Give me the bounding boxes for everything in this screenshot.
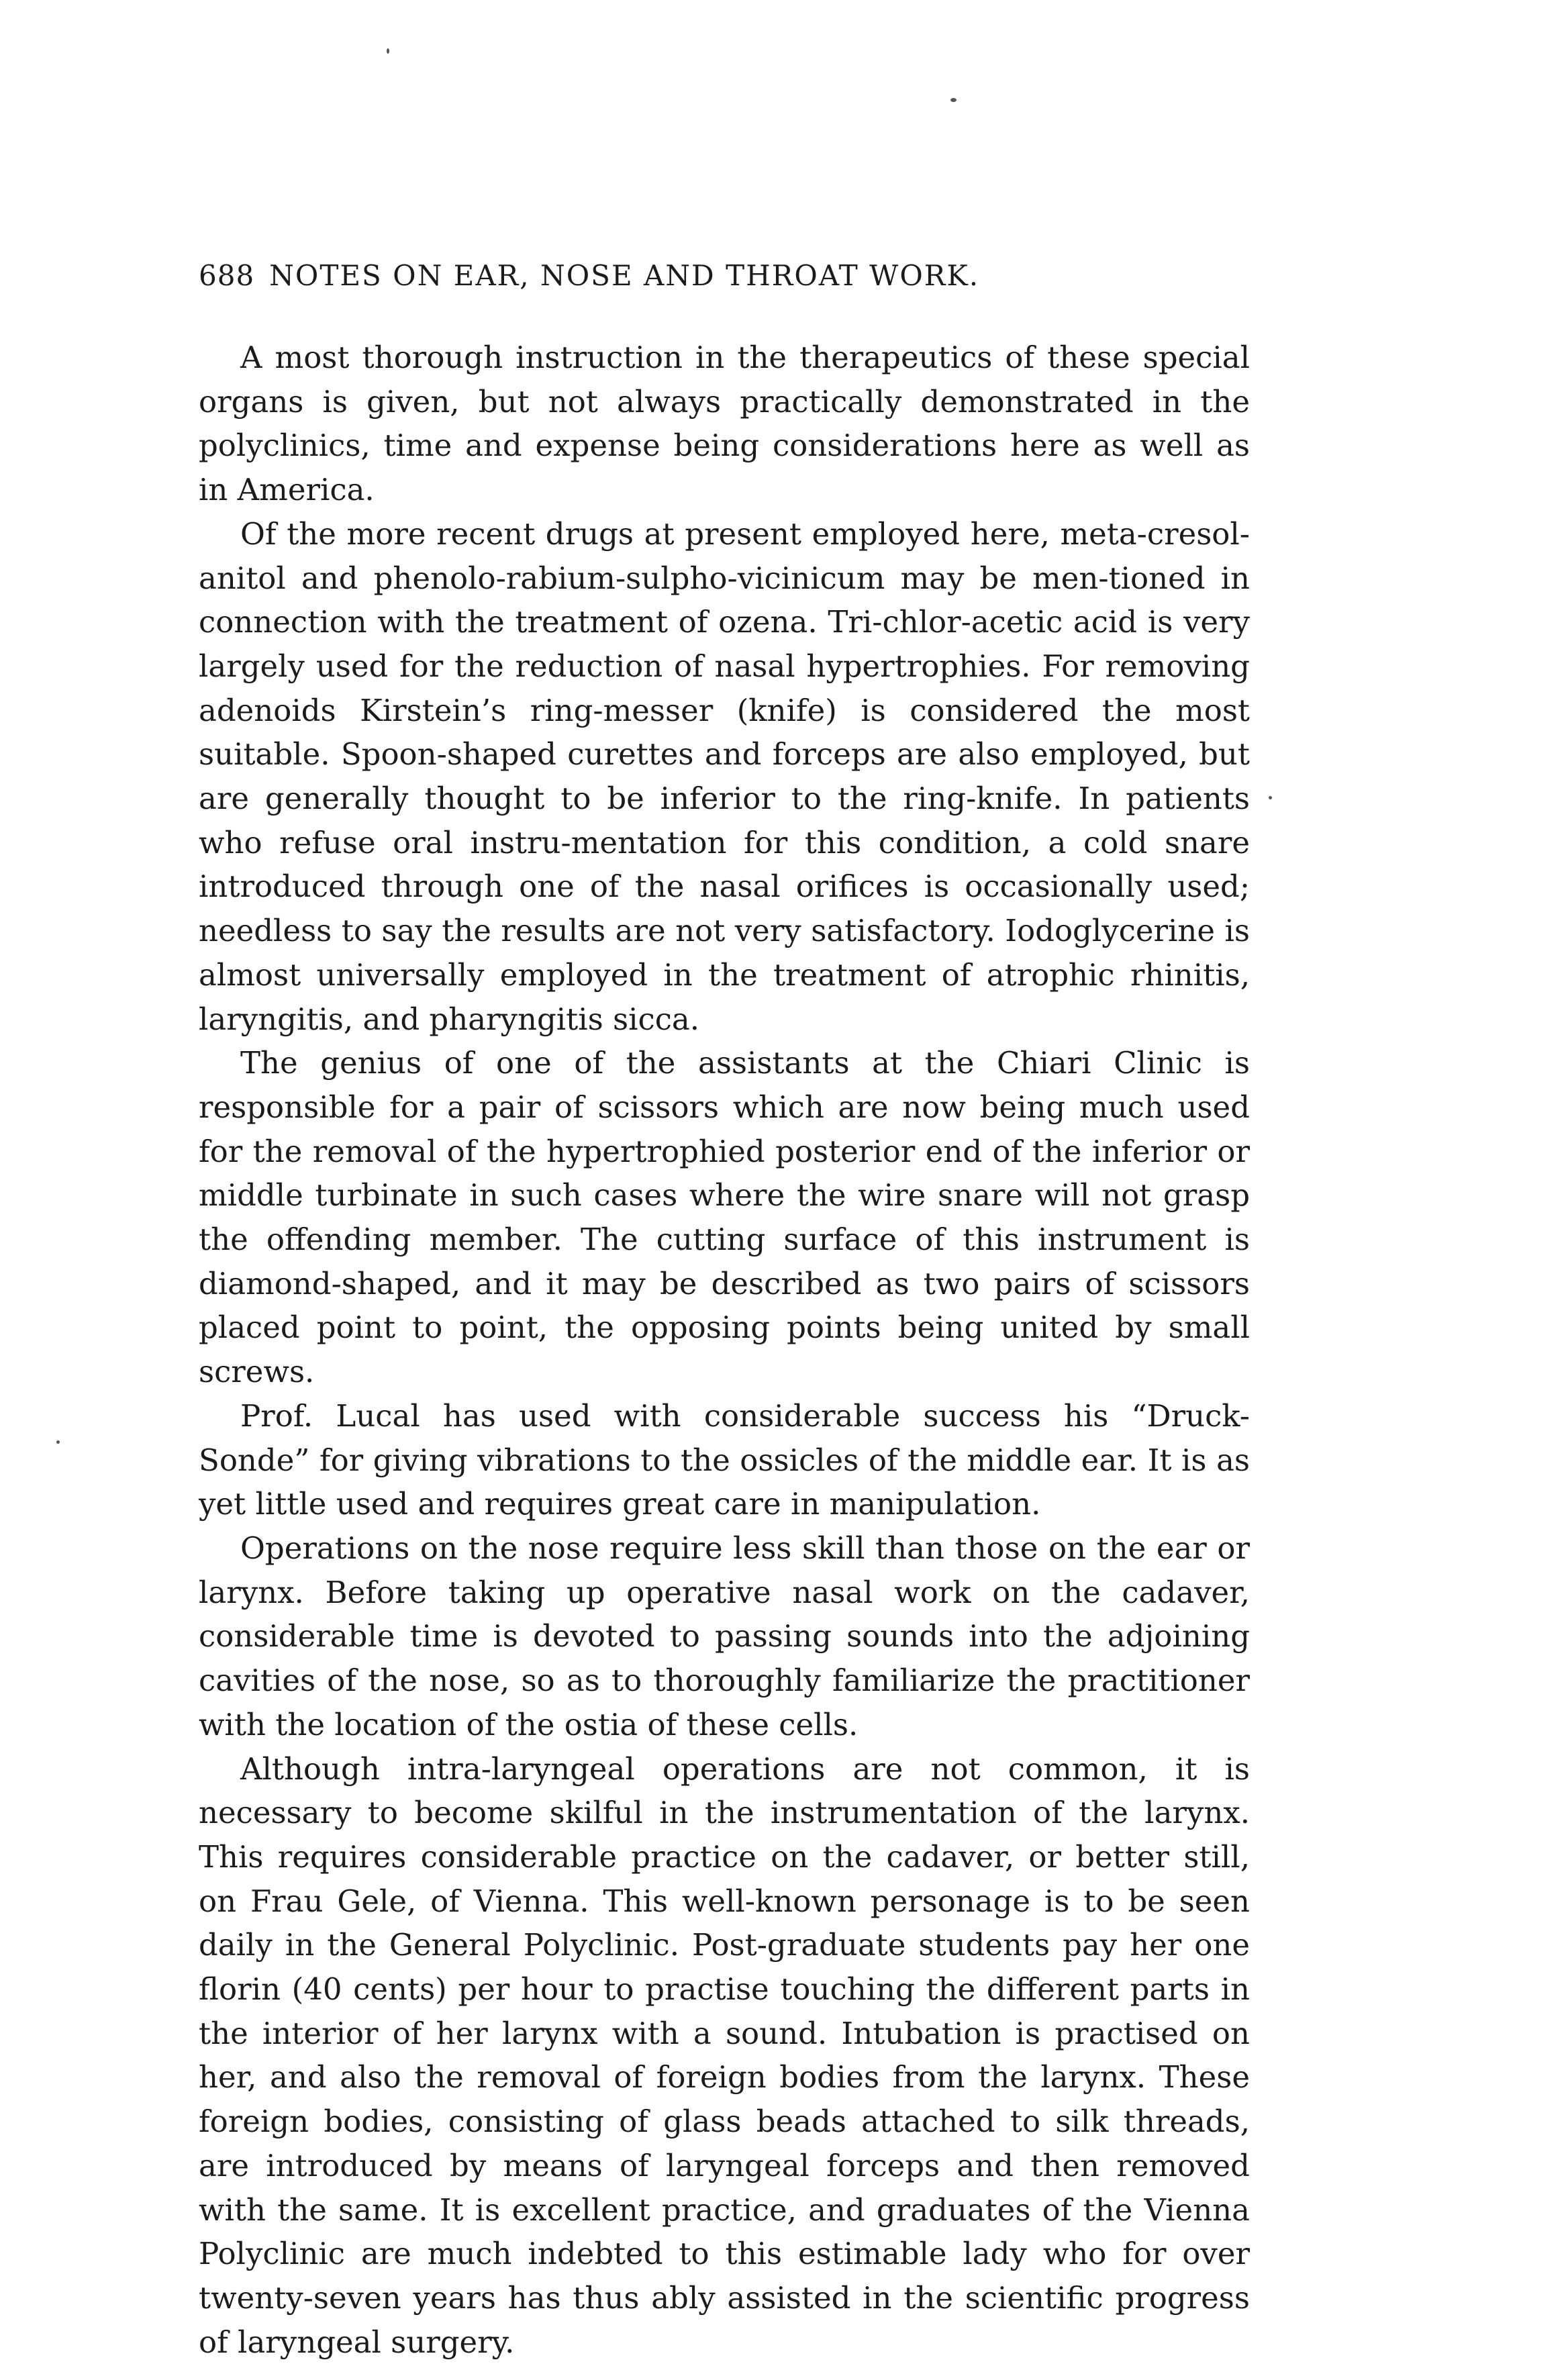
- body-text: [199, 336, 1250, 2364]
- paragraph-chiari-scissors: The genius of one of the assistants at the Chiari Clinic is responsible for a pair of scissors which are now being much used for the removal of the hypertrophied posterior end of the inferior or middle turbinate in such cases where the wire snare will not grasp the offending member. The cutting surface of this instrument is diamond-shaped, and it may be described as two pairs of scissors placed point to point, the opposing points being united by small screws.: [199, 1041, 1250, 1394]
- paragraph-therapeutics: A most thorough instruction in the therapeutics of these special organs is given, but not always practically demonstrated in the polyclinics, time and expense being considerations here as well as in America.: [199, 336, 1250, 512]
- running-title: NOTES ON EAR, NOSE AND THROAT WORK.: [269, 259, 979, 292]
- scan-speck: [387, 48, 389, 54]
- scan-speck: [950, 98, 957, 102]
- paragraph-nose-operations: Operations on the nose require less skill than those on the ear or larynx. Before taking up operative nasal work on the cadaver, considerable time is devoted to passing sounds into the adjoining cavities of the nose, so as to thoroughly familiarize the practitioner with the location of the ostia of these cells.: [199, 1526, 1250, 1747]
- paragraph-druck-sonde: Prof. Lucal has used with considerable success his “Druck-Sonde” for giving vibrations to the ossicles of the middle ear. It is as yet little used and requires great care in manipulation.: [199, 1394, 1250, 1526]
- running-header: [199, 259, 1250, 292]
- scan-speck: [56, 1440, 60, 1444]
- paragraph-recent-drugs: Of the more recent drugs at present employed here, meta-cresol-anitol and phenolo-rabium-sulpho-vicinicum may be men-tioned in connection with the treatment of ozena. Tri-chlor-acetic acid is very largely used for the reduction of nasal hypertrophies. For removing adenoids Kirstein’s ring-messer (knife) is considered the most suitable. Spoon-shaped curettes and forceps are also employed, but are generally thought to be inferior to the ring-knife. In patients who refuse oral instru-mentation for this condition, a cold snare introduced through one of the nasal orifices is occasionally used; needless to say the results are not very satisfactory. Iodoglycerine is almost universally employed in the treatment of atrophic rhinitis, laryngitis, and pharyngitis sicca.: [199, 512, 1250, 1041]
- scan-speck: [1269, 796, 1272, 799]
- paragraph-laryngeal-operations: Although intra-laryngeal operations are not common, it is necessary to become skilful in the instrumentation of the larynx. This requires considerable practice on the cadaver, or better still, on Frau Gele, of Vienna. This well-known personage is to be seen daily in the General Polyclinic. Post-graduate students pay her one florin (40 cents) per hour to practise touching the different parts in the interior of her larynx with a sound. Intubation is practised on her, and also the removal of foreign bodies from the larynx. These foreign bodies, consisting of glass beads attached to silk threads, are introduced by means of laryngeal forceps and then removed with the same. It is excellent practice, and graduates of the Vienna Polyclinic are much indebted to this estimable lady who for over twenty-seven years has thus ably assisted in the scientific progress of laryngeal surgery.: [199, 1747, 1250, 2364]
- page-number: 688: [199, 259, 254, 292]
